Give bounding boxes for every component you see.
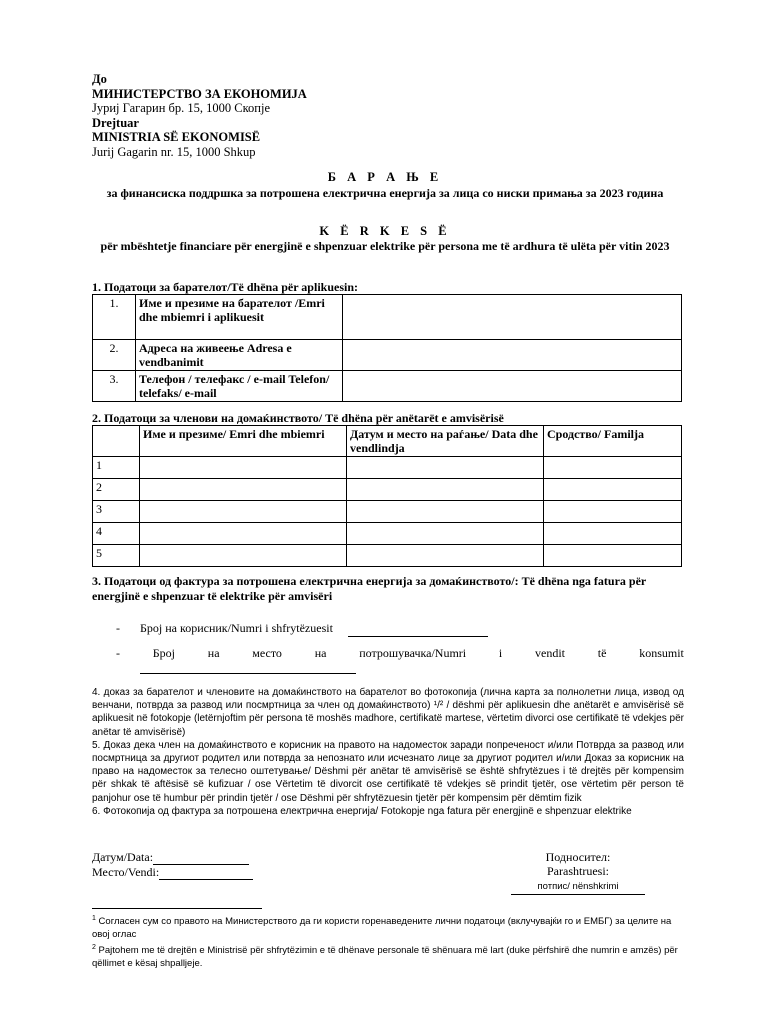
member-name-cell[interactable] — [140, 457, 347, 479]
applicant-table — [92, 294, 682, 402]
ministry-name-mk: МИНИСТЕРСТВО ЗА ЕКОНОМИЈА — [92, 86, 307, 101]
label-word: на — [207, 646, 220, 660]
label-word: vendit — [535, 646, 565, 660]
street-mk: Јуриј Гагарин бр. 15, 1000 Скопје — [92, 101, 271, 115]
label-word: konsumit — [639, 646, 684, 660]
address-field[interactable] — [343, 340, 682, 371]
header-cell — [93, 426, 140, 457]
label-word: место — [252, 646, 282, 660]
member-birth-cell[interactable] — [347, 457, 544, 479]
attachment-item: 6. Фотокопија од фактура за потрошена електрична енергија/ Fotokopje nga fatura për energjinë e shpenzuar elektrike — [92, 805, 632, 817]
member-relation-cell[interactable] — [544, 545, 682, 567]
customer-number-line — [116, 621, 488, 637]
table-row — [93, 371, 682, 402]
subtitle-mk: за финансиска поддршка за потрошена електрична енергија за лица со ниски примања за 2023 година — [106, 186, 664, 200]
table-header-row — [93, 426, 682, 457]
section2-heading: 2. Податоци за членови на домаќинството/ Të dhëna për anëtarët e amvisërisë — [92, 411, 504, 425]
to-label-al: Drejtuar — [92, 115, 139, 130]
attachment-item: 4. доказ за барателот и членовите на домаќинството на барателот во фотокопија (лична карта за полнолетни лица, извод од венчани, потврда за развод или посмртница за член од домаќинството) ¹/² / dëshmi për aplikuesin dhe anëtarët e amvisërisë së aplikuesit në fotokopje (letërnjoftim për persona të moshës madhore, certifikatë martese, vërtetim divorci ose certifikatë të vdekjes për anëtar të amvisërisë) — [92, 687, 684, 738]
bullet-dash: - — [116, 646, 120, 660]
member-relation-cell[interactable] — [544, 523, 682, 545]
table-row — [93, 523, 682, 545]
subtitle-al: për mbështetje financiare për energjinë e shpenzuar elektrike për persona me të ardhura të ulëta për vitin 2023 — [100, 239, 670, 253]
row-number: 1. — [93, 295, 136, 340]
footnote — [92, 913, 688, 941]
ministry-name-al: MINISTRIA SË EKONOMISË — [92, 130, 261, 144]
section3-heading: 3. Податоци од фактура за потрошена електрична енергија за домаќинството/: Të dhëna nga fatura për energjinë e shpenzuar të elektrike për amvisëri — [92, 574, 647, 603]
label-word: на — [314, 646, 327, 660]
signature-caption: потпис/ nënshkrimi — [537, 881, 619, 892]
row-number: 2 — [93, 479, 140, 501]
submitter-label-mk: Подносител: — [545, 850, 611, 864]
label-word: të — [597, 646, 607, 660]
date-field[interactable] — [153, 850, 249, 865]
row-number: 1 — [93, 457, 140, 479]
date-label: Датум/Data: — [92, 850, 154, 864]
footnote-mark: 2 — [92, 944, 96, 952]
footnote-text: Согласен сум со правото на Министерството да ги користи горенаведените лични податоци (вклучувајќи го и ЕМБГ) за целите на овој оглас — [92, 916, 672, 940]
customer-number-label: Број на корисник/Numri i shfrytëzuesit — [140, 621, 333, 635]
label-word: потрошувачка/Numri — [359, 646, 467, 660]
consumption-point-label — [116, 646, 684, 661]
member-birth-cell[interactable] — [347, 523, 544, 545]
household-table — [92, 425, 682, 567]
row-label: Име и презиме на барателот /Emri dhe mbiemri i aplikuesit — [136, 295, 343, 340]
label-word: Број — [152, 646, 175, 660]
table-row — [93, 340, 682, 371]
table-row — [93, 501, 682, 523]
section1-heading: 1. Податоци за барателот/Të dhëna për aplikuesin: — [92, 280, 358, 294]
member-name-cell[interactable] — [140, 523, 347, 545]
footnote-mark: 1 — [92, 915, 96, 922]
footnotes — [92, 913, 688, 971]
table-row — [93, 545, 682, 567]
table-row — [93, 479, 682, 501]
signature-field[interactable] — [511, 880, 645, 895]
title-mk: Б А Р А Њ Е — [327, 170, 443, 184]
signature-block — [508, 850, 648, 895]
member-relation-cell[interactable] — [544, 479, 682, 501]
consumption-point-line — [116, 646, 684, 676]
table-row — [93, 457, 682, 479]
street-al: Jurij Gagarin nr. 15, 1000 Shkup — [92, 144, 256, 159]
place-label: Место/Vendi: — [92, 865, 160, 879]
to-label-mk: До — [92, 72, 107, 86]
member-birth-cell[interactable] — [347, 501, 544, 523]
contact-field[interactable] — [343, 371, 682, 402]
label-word: i — [498, 646, 503, 660]
header-cell: Сродство/ Familja — [544, 426, 682, 457]
member-birth-cell[interactable] — [347, 479, 544, 501]
footnote-text: Pajtohem me të drejtën e Ministrisë për shfrytëzimin e të dhënave personale të shënuara më lart (duke përfshirë dhe numrin e amzës) për qëllimet e kësaj shpalljeje. — [92, 945, 678, 969]
row-number: 3 — [93, 501, 140, 523]
member-relation-cell[interactable] — [544, 501, 682, 523]
row-number: 4 — [93, 523, 140, 545]
consumption-point-field[interactable] — [140, 661, 356, 674]
title-al: K Ë R K E S Ë — [319, 224, 451, 238]
place-field[interactable] — [159, 865, 253, 880]
row-number: 3. — [93, 371, 136, 402]
bullet-dash: - — [116, 621, 120, 635]
member-name-cell[interactable] — [140, 545, 347, 567]
row-label: Адреса на живеење Adresa e vendbanimit — [136, 340, 343, 371]
row-label: Телефон / телефакс / e-mail Telefon/ telefaks/ e-mail — [136, 371, 343, 402]
header-cell: Име и презиме/ Emri dhe mbiemri — [140, 426, 347, 457]
attachments-list — [92, 686, 684, 818]
table-row — [93, 295, 682, 340]
customer-number-field[interactable] — [348, 621, 488, 637]
member-name-cell[interactable] — [140, 501, 347, 523]
submitter-label-al: Parashtruesi: — [547, 864, 609, 878]
row-number: 2. — [93, 340, 136, 371]
member-name-cell[interactable] — [140, 479, 347, 501]
date-place-block — [92, 850, 253, 880]
header-cell: Датум и место на раѓање/ Data dhe vendlindja — [347, 426, 544, 457]
row-number: 5 — [93, 545, 140, 567]
attachment-item: 5. Доказ дека член на домаќинството е корисник на правото на надоместок заради попреченост и/или Потврда за развод или посмртница за другиот родител или потврда за непознато или исчезнато лице за другиот родител и/или Доказ за корисник на право на надоместок за телесно оштетување/ Dëshmi për anëtar të amvisërisë se është shfrytëzues i të drejtës për kompensim për shkak të aftësisë së kufizuar / ose Vërtetim të divorcit ose certifikatë të vdekjes së prindit tjetër, ose vërtetim për person të panjohur ose të humbur për prindin tjetër / ose Dëshmi për shfrytëzuesin tjetër për kompensim për dëmtim fizik — [92, 739, 684, 804]
footnote — [92, 942, 688, 970]
member-relation-cell[interactable] — [544, 457, 682, 479]
member-birth-cell[interactable] — [347, 545, 544, 567]
recipient-address — [92, 72, 307, 159]
applicant-name-field[interactable] — [343, 295, 682, 340]
footnote-divider — [92, 908, 262, 909]
